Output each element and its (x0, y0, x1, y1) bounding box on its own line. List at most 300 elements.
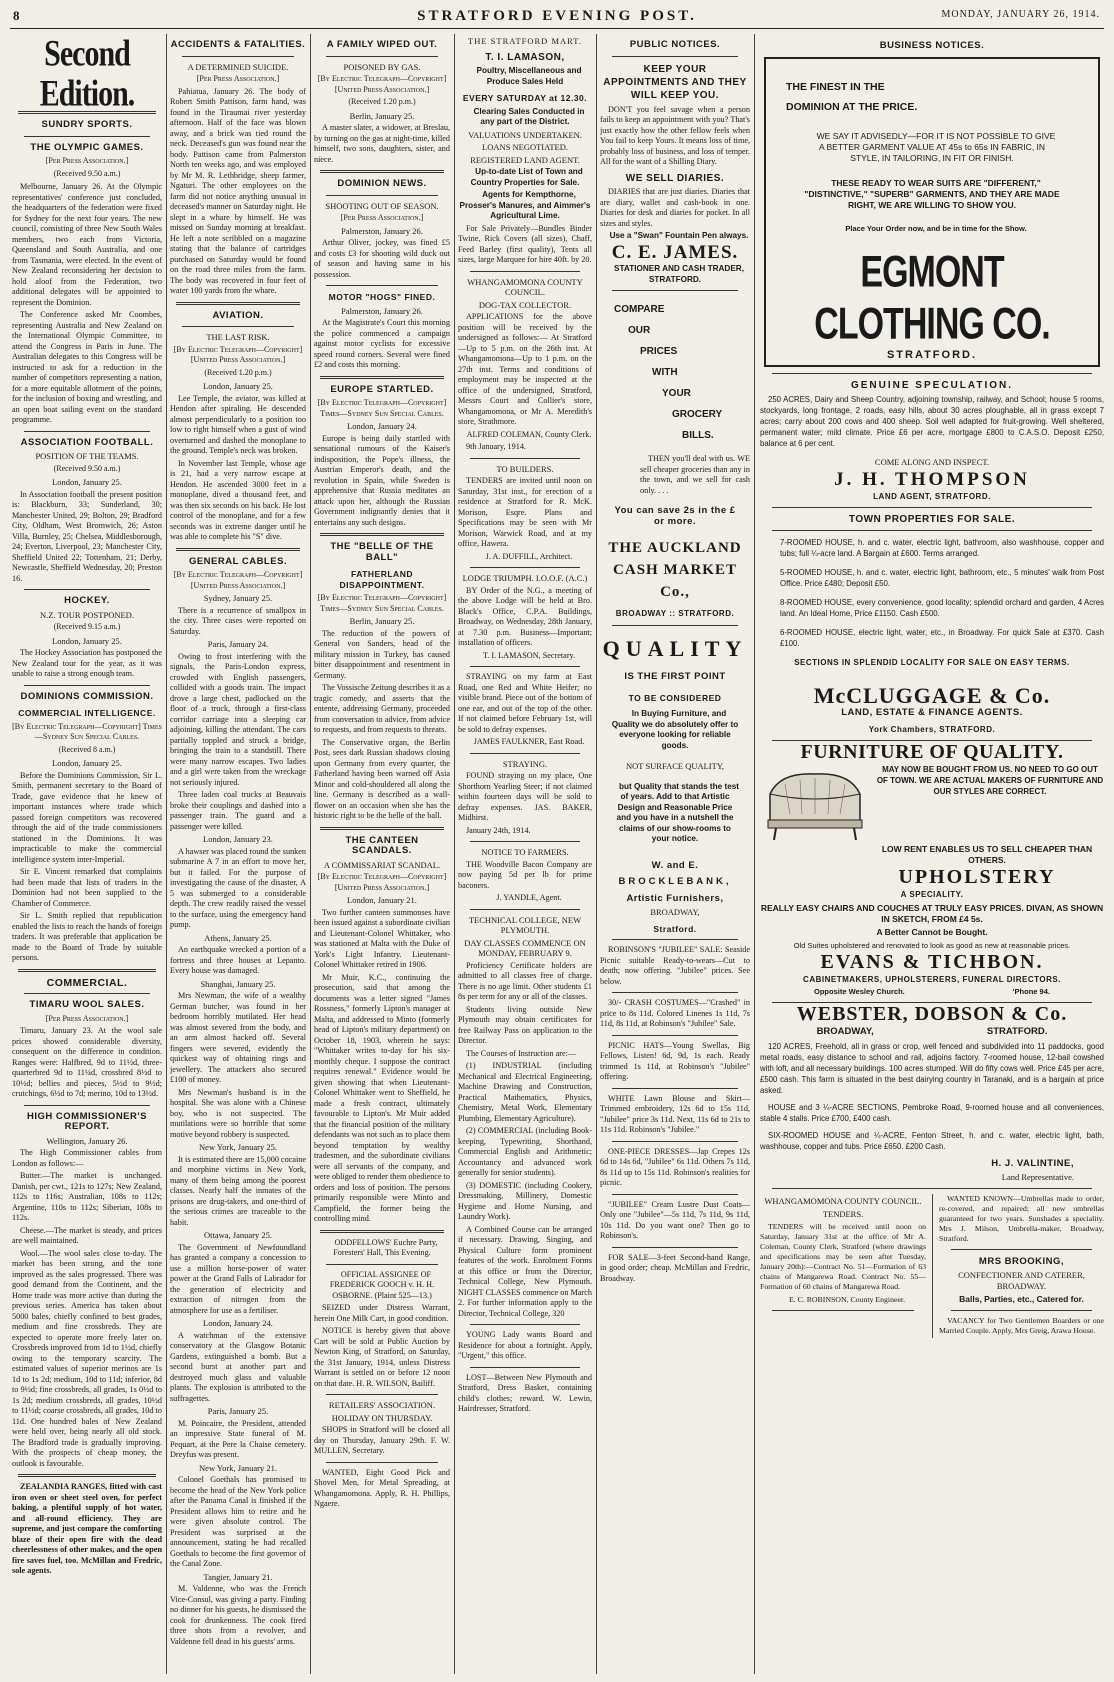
ad-text: STATIONER AND CASH TRADER, STRATFORD. (614, 264, 744, 284)
divider (320, 827, 444, 830)
listing: SIX-ROOMED HOUSE and ¼-ACRE, Fenton Street, h. and c. water, electric light, bath, washhouse, copper and tubs. Price £650. £200 Cash. (760, 1131, 1104, 1151)
ad-text: CONFECTIONER AND CATERER, BROADWAY. (958, 1270, 1085, 1291)
classified-ad: WHITE Lawn Blouse and Skirt—Trimmed embroidery, 12s 6d to 15s 11d, "Jubilee" price 3s 11d. Next, 11s 6d to 21s to 11s 11d. Robinson's "Jubilee." (600, 1093, 750, 1134)
listing: 6-ROOMED HOUSE, electric light, water, etc., in Broadway. For quick Sale at £370. Cash £100. (780, 628, 1104, 648)
section-heading: AVIATION. (212, 309, 264, 321)
ad-heading: WE SELL DIARIES. (625, 172, 725, 184)
ad-name: McCLUGGAGE & Co. (813, 683, 1051, 708)
section-heading: GENERAL CABLES. (188, 555, 288, 567)
section-heading: ACCIDENTS & FATALITIES. (170, 39, 306, 50)
column-3 (314, 34, 450, 1674)
ad-text: In Buying Furniture, and Quality we do absolutely offer to everyone looking for reliable goods. (611, 709, 739, 750)
article-heading: TIMARU WOOL SALES. (29, 999, 145, 1010)
divider (612, 290, 738, 291)
notice: SHOPS in Stratford will be closed all day on Thursday, January 29th. F. W. MULLEN, Secretary. (314, 1425, 450, 1455)
credit: [Per Press Association.] (45, 1013, 129, 1023)
ad-text: For Sale Privately—Bundles Binder Twine, Rick Covers (all sizes), Chaff, Feed Barley (first quality), Tents all sizes, large Marquee for hire 40ft. by 20. (458, 223, 592, 264)
divider (772, 507, 1092, 508)
divider (612, 1141, 738, 1142)
notice: Proficiency Certificate holders are admitted to all classes free of charge. There is no age limit. Other students £1 8s per term for any or all of the classes. (458, 960, 592, 1001)
credit: [Per Press Association.] (45, 156, 129, 165)
signature: JAMES FAULKNER, East Road. (473, 737, 585, 746)
column-rule (454, 34, 455, 1674)
divider (470, 909, 580, 910)
article-paragraph: In November last Temple, whose age is 21, had a very narrow escape at Hendon. He ascended 3000 feet in a monoplane, dived a thousand feet, and was then six seconds on his back. He lost control of the monoplane, and for a few seconds was in extreme danger until he was able to complete his "S" dive. (170, 458, 306, 541)
classified-ad: WANTED KNOWN—Umbrellas made to order, re-covered, and repaired; all new umbrellas guaranteed for two years. Sunshades a speciality. Mrs J. Milson, Umbrella-maker, Broadway, Stratford. (939, 1194, 1104, 1243)
article-heading: SHOOTING OUT OF SEASON. (325, 200, 439, 211)
classified-ad: YOUNG Lady wants Board and Residence for about a fortnight. Apply, "Urgent," this office. (458, 1330, 592, 1360)
ad-text: CABINETMAKERS, UPHOLSTERERS, FUNERAL DIRECTORS. (803, 975, 1061, 984)
notice: APPLICATIONS for the above position will be received by the undersigned as follows:— At Stratford—Up to 5 p.m. on the 26th inst. At Whangamomona—Up to 1 p.m. on the 27th inst. Terms and conditions of employment may be inspected at the office of the undersigned, Stratford, Messrs Court and Collier's store, Whangamomona, or Mr A. Meredith's store, Strathmore. (458, 312, 592, 426)
divider (326, 195, 438, 196)
article-paragraph: Mrs Newman's husband is in the hospital. She was alone with a Chinese boy, who is not suspected. The mutilations were so horrible that some motive beyond robbery is suspected. (170, 1087, 306, 1139)
dateline: New York, January 21. (199, 1462, 277, 1473)
divider (470, 841, 580, 842)
article-heading: A DETERMINED SUICIDE. (187, 61, 289, 72)
credit: [By Electric Telegraph—Copyright] Times—Sydney Sun Special Cables. (317, 593, 447, 613)
notice: (3) DOMESTIC (including Cookery, Dressmaking, Millinery, Domestic Hygiene and Home Nursing, and Laundry Work). (458, 1180, 592, 1221)
divider (24, 685, 150, 686)
article-paragraph: Mr Muir, K.C., continuing the prosecution, said that among the documents was a letter signed "James Rossness," formerly Lipton's manager at Malta, and addressed to Minto (formerly head of Lipton's military department) on October 18, 1903, wherein he says: "Whittaker writes to-day for his six-monthly cheque. I suppose the contract requires renewal." Evidence would be given showing that when Lieutenant-Colonel Whittaker went to Sheffield, he made a fresh contract, ultimately favourable to Lipton's. Mr Muir added that the financial position of the military defendants was not such as to place them beyond temptation by wealthy tradesmen, and the subordinate civilians were all servants of the company, and were obliged to render them obedience to orders and loss of position. The persons primarily responsible were Minto and Campfield, the former being the controlling mind. (314, 972, 450, 1223)
signature: E. C. ROBINSON, County Engineer. (788, 1295, 906, 1304)
divider (612, 1088, 738, 1089)
divider (951, 1249, 1092, 1250)
article-paragraph: Lee Temple, the aviator, was killed at Hendon after spiraling. He descended almost perpendicularly to a position too low to right himself when a gust of wind overturned and dashed the monoplane to the ground. Temple's neck was broken. (170, 393, 306, 455)
article-paragraph: Melbourne, January 26. At the Olympic representatives' conference just concluded, the headquarters of the federation were fixed for Sydney for the next four years. The new council, consisting of three New South Wales members, two each from Victoria, Queensland and South Australia, and one from Tasmania, were elected. In the event of New Zealand reconsidering her decision to hold aloof from the Federation, two additional delegates will be appointed to represent the Dominion. (12, 182, 162, 307)
divider (24, 589, 150, 590)
article-heading: ASSOCIATION FOOTBALL. (20, 436, 154, 448)
ad-text: SECTIONS IN SPLENDID LOCALITY FOR SALE ON EASY TERMS. (794, 658, 1070, 667)
ad-text: Up-to-date List of Town and Country Properties for Sale. (470, 167, 583, 187)
divider (182, 326, 294, 327)
article-paragraph: M. Valdenne, who was the French Vice-Consul, was giving a party. Finding no dinner for his guests, he dismissed the cook for drunkenness. The cook fired three shots from a revolver, and Valdenne fell dead in his guests' arms. (170, 1584, 306, 1646)
listing: HOUSE and 3 ¼-ACRE SECTIONS, Pembroke Road, 9-roomed house and all conveniences, stable 4 stalls. Price £700, £400 cash. (760, 1103, 1104, 1123)
notice: The Courses of Instruction are:— (466, 1048, 577, 1058)
classified-ad: VACANCY for Two Gentlemen Boarders or one Married Couple. Apply, Mrs Greig, Arawa House. (939, 1316, 1104, 1335)
ad-text: IS THE FIRST POINT (624, 671, 726, 682)
column-1 (12, 34, 162, 1674)
divider (772, 530, 1092, 531)
ad-name: FURNITURE OF QUALITY. (800, 741, 1064, 763)
listing: 7-ROOMED HOUSE, h. and c. water, electric light, bathroom, also washhouse, copper and tubs; full ¼-acre land. A Bargain at £600. Terms arranged. (780, 538, 1104, 558)
article-paragraph: A hawser was placed round the sunken submarine A 7 in an effort to move her, but it failed. For the purpose of investigating the cause of the disaster, A 5 was submerged to a considerable depth. The crew readily raised the vessel to the surface, using the emergency hand pump. (170, 846, 306, 929)
article-paragraph: Sir L. Smith replied that republication enabled the lists to reach the hands of foreign traders. It was preferable that application be made to the Board of Trade by suitable persons. (12, 911, 162, 962)
dateline: Palmerston, January 26. (341, 305, 423, 316)
ad-name: MRS BROOKING, (978, 1256, 1065, 1267)
masthead-rule (10, 28, 1104, 29)
article-heading: DOMINIONS COMMISSION. (20, 690, 154, 702)
article-heading: FATHERLAND DISAPPOINTMENT. (339, 569, 425, 590)
signature: T. I. LAMASON, Secretary. (482, 650, 576, 660)
article-paragraph: It is estimated there are 15,000 cocaine and morphine victims in New York, many of them being among the poorest classes. Nearly half the inmates of the prisons are drug-takers, and one-third of the serious crimes are traceable to the habit. (170, 1154, 306, 1227)
divider (320, 1230, 444, 1233)
divider (612, 1035, 738, 1036)
ad-heading: GENUINE SPECULATION. (850, 380, 1014, 391)
ad-text: LOANS NEGOTIATED. (482, 142, 568, 152)
divider (18, 969, 156, 972)
notice: THE Woodville Bacon Company are now paying 5d per lb for prime baconers. (458, 859, 592, 890)
evans-contact (760, 986, 1104, 997)
ad-text: Place Your Order now, and be in time for the Show. (845, 224, 1027, 233)
dateline: London, January 25. (203, 381, 273, 391)
ad-name: WEBSTER, DOBSON & Co. (796, 1003, 1068, 1025)
ad-name: QUALITY (602, 635, 748, 661)
ad-name: EVANS & TICHBON. (820, 951, 1044, 973)
dateline: London, January 24. (347, 421, 417, 431)
listing: 120 ACRES, Freehold, all in grass or crop, well fenced and subdivided into 11 paddocks, good metal roads, easy distance to school and rail, adjoins factory. 7-roomed house, 12-bail cowshed with loft, and all necessary buildings. 100 acres stumped. Will do fifty cows well. Price £45 per acre, £500 cash. This farm is situated in the best dairying country in Taranaki, and is a bargain at price asked. (760, 1042, 1104, 1095)
article-paragraph: Colonel Goethals has promised to become the head of the New York police after the Panama Canal is finished if the President allows him to retire and he were given absolute control. The President was surprised at the announcement, stating he had recalled Goethals to become the first governor of the Canal Zone. (170, 1475, 306, 1568)
article-paragraph: Cheese.—The market is steady, and prices are well maintained. (12, 1225, 162, 1245)
bottom-notices (760, 1194, 1104, 1338)
credit: [Per Press Association.] (196, 74, 280, 83)
article-heading: HIGH COMMISSIONER'S REPORT. (27, 1110, 147, 1132)
ad-text: LAND AGENT, STRATFORD. (873, 492, 991, 501)
ad-text: Use a "Swan" Fountain Pen always. (609, 231, 749, 240)
listing: 8-ROOMED HOUSE, every convenience, good locality; splendid orchard and garden, 4 Acres land. An Ideal Home, Price £1150. Cash £500. (780, 598, 1104, 618)
ad-text: COMPARE (614, 304, 665, 315)
divider (24, 993, 150, 994)
article-paragraph: Europe is being daily startled with sensational rumours of the Kaiser's indisposition, the Pope's illness, the Austrian Emperor's death, and the revolution in Spain, while Sweden is apprehensive that Russia meditates an attack upon her, although the Russian Government indignantly denies that it entertains any such designs. (314, 433, 450, 527)
dateline: Shanghai, January 25. (200, 978, 276, 989)
notice-heading: LODGE TRIUMPH. I.O.O.F. (A.C.) (462, 573, 588, 583)
ad-heading: THE FINEST IN THE DOMINION AT THE PRICE. (786, 81, 918, 113)
ad-text: PRICES (640, 346, 678, 357)
signature: J. YANDLE, Agent. (496, 893, 562, 902)
ad-text: MAY NOW BE BOUGHT FROM US. NO NEED TO GO OUT OF TOWN. WE ARE ACTUAL MAKERS OF FURNITURE AND OUR STYLES ARE CORRECT. (876, 765, 1104, 796)
divider (326, 1462, 438, 1463)
received-time: (Received 9.50 a.m.) (53, 463, 121, 473)
article-paragraph: Owing to frost interfering with the signals, the Paris-London express, crowded with English passengers, collided with a goods train. The impact drove a large chest, padlocked on the floor of a truck, through a first-class corridor carriage into a sleeping car adjoining, killing the attendant. The cars partially toppled and struck a bridge, bringing the train to a standstill. There were many narrow escapes. Two ladies and a girl were taken from the wreckage not seriously injured. (170, 651, 306, 787)
ad-text: Stratford. (653, 923, 697, 934)
notice-heading: RETAILERS' ASSOCIATION. (328, 1400, 436, 1410)
ad-heading: THE STRATFORD MART. (468, 36, 582, 46)
notice: (2) COMMERCIAL (including Book-keeping, Typewriting, Shorthand, Commercial English and Arithmetic; Accountancy and advanced work generally for senior students). (458, 1126, 592, 1177)
divider (326, 285, 438, 286)
section-heading: PUBLIC NOTICES. (629, 39, 721, 50)
webster-location (760, 1026, 1104, 1037)
notice-heading: WHANGAMOMONA COUNTY COUNCIL. (467, 276, 583, 297)
article-paragraph: Wool.—The wool sales close to-day. The market has been strong, and the tone improved as the sales progressed. There was good demand from the Continent, and the Home trade was more active than during the previous series. America has taken about 5000 bales, chiefly confined to best grades, medium and fine crossbreds. They are expected to operate more freely later on. Crossbreds improved from 1d to 1½d, chiefly owing to the temporary scarcity. The estimated values of superior merinos are 1s 1d to 1s 2d; medium, 10d to 11d; inferior, 8d to 9½d; fine crossbreds, all grades, 1s 0½d to 1s 2d; medium crossbreds, all grades, 10½d to 11½d; coarse crossbreds, all grades, 10d to 11d. One hundred bales of New Zealand were held over, being nearly all old stock. The Bradford trade is gradually improving. With the prospects of cheap money, the outlook is favourable. (12, 1248, 162, 1468)
column-rule (310, 34, 311, 1674)
article-paragraph: Sir E. Vincent remarked that complaints had been made that lists of traders in the Dominion had not been supplied to the Chamber of Commerce. (12, 867, 162, 908)
ad-text: BROADWAY :: STRATFORD. (615, 609, 735, 618)
article-paragraph: A master slater, a widower, at Breslau, by turning on the gas at night-time, killed himself, two sons, daughters, sister, and niece. (314, 123, 450, 164)
divider (320, 533, 444, 536)
dateline: London, January 24. (203, 1318, 273, 1328)
notice: ODDFELLOWS' Euchre Party, Foresters' Hall, This Evening. (333, 1237, 438, 1257)
article-paragraph: The Hockey Association has postponed the New Zealand tour for the year, as it was unable to raise a strong enough team. (12, 648, 162, 678)
divider (320, 376, 444, 379)
dateline: Palmerston, January 26. (341, 225, 423, 236)
column-rule (166, 34, 167, 1674)
received-time: (Received 1.20 p.m.) (348, 97, 416, 106)
notice: STRAYING on my farm at East Road, one Red and White Heifer; no visible brand. Piece out of the bottom of one ear, and out of the top of the other. If not claimed before February 1st, will be sold to defray expenses. (458, 672, 592, 734)
divider (326, 1394, 438, 1395)
divider (470, 1324, 580, 1325)
notice-column-right (939, 1194, 1104, 1338)
article-heading: A COMMISSARIAT SCANDAL. (323, 859, 441, 870)
ad-text: Agents for Kempthorne, Prosser's Manures, and Aimmer's Agricultural Lime. (459, 190, 591, 220)
ad-text: You can save 2s in the £ or more. (614, 505, 736, 527)
ad-name: BROCKLEBANK, (618, 876, 732, 887)
section-heading: EUROPE STARTLED. (330, 383, 434, 395)
classified-ad: "JUBILEE" Cream Lustre Dust Coats—Only one "Jubilee"—5s 11d, 7s 11d, 9s 11d, 10s 11d. Do you want one? Then go to Robinson's. (600, 1199, 750, 1240)
subheading: POSITION OF THE TEAMS. (35, 451, 139, 461)
column-6 (760, 34, 1104, 1674)
column-rule (754, 34, 755, 1674)
article-paragraph: Two further canteen summonses have been issued against a subordinate civilian and Lieutenant-Colonel Whittaker, who was stationed at Malta with the Duke of York's Light Infantry. Lieutenant-Colonel Whittaker retired in 1906. (314, 907, 450, 969)
ad-text: York Chambers, STRATFORD. (868, 725, 996, 734)
divider (182, 56, 294, 57)
divider (24, 1105, 150, 1106)
ad-text: REGISTERED LAND AGENT. (470, 154, 580, 165)
notice-heading: TO BUILDERS. (496, 463, 554, 474)
ad-text: Clearing Sales Conducted in any part of the District. (473, 106, 585, 126)
notice: SEIZED under Distress Warrant, herein One Milk Cart, in good condition. (314, 1303, 450, 1323)
divider (470, 567, 580, 568)
divider (470, 271, 580, 272)
article-paragraph: In Association football the present position is: Blackburn, 33; Sunderland, 30; Manchester United, 29; Bolton, 29; Bradford City, Oldham, West Bromwich, 26; Aston Villa, Burnley, 25; Chelsea, Middlesborough, 24; Everton, Liverpool, 23; Manchester City, Sheffield United 22; Tottenham, 21; Derby, Newcastle, Sheffield Wednesday, 20; Preston 16. (12, 489, 162, 583)
article-heading: MOTOR "HOGS" FINED. (328, 292, 436, 302)
dateline: London, January 25. (52, 758, 122, 768)
notice-heading: DAY CLASSES COMMENCE ON MONDAY, FEBRUARY 9. (464, 937, 586, 958)
issue-date: MONDAY, JANUARY 26, 1914. (941, 9, 1100, 20)
article-paragraph: Arthur Oliver, jockey, was fined £5 and costs £3 for shooting wild duck out of season and having same in his possession. (314, 238, 450, 279)
signature: ALFRED COLEMAN, County Clerk. (466, 429, 592, 439)
classified-ad: FOR SALE—3-feet Second-hand Range, in good order; cheap. McMillan and Fredric, Broadway. (600, 1252, 750, 1283)
divider (24, 136, 150, 137)
divider (176, 302, 300, 305)
notice-column-left (760, 1194, 926, 1338)
article-heading: THE LAST RISK. (206, 332, 270, 342)
ad-name: C. E. JAMES. (611, 241, 739, 263)
ad-name: EGMONT CLOTHING CO. (814, 247, 1050, 349)
ad-text: Land Representative. (1001, 1172, 1074, 1182)
ad-text: REALLY EASY CHAIRS AND COUCHES AT TRULY EASY PRICES. DIVAN, AS SHOWN IN SKETCH, FROM £4 5s. (760, 903, 1104, 924)
section-heading: THE CANTEEN SCANDALS. (345, 834, 419, 856)
notice-heading: TECHNICAL COLLEGE, NEW PLYMOUTH. (468, 914, 582, 935)
listing: 5-ROOMED HOUSE, h. and c. water, electric light, bathroom, etc., 5 minutes' walk from Post Office. Price £480; Deposit £50. (780, 568, 1104, 588)
edition-heading: Second Edition. (39, 34, 135, 114)
article-paragraph: The Conservative organ, the Berlin Post, sees dark Russian shadows closing upon Germany from every quarter, the Fatherland having been warned off Asia Minor and cold-shouldered all along the line. Germany is described as a wall-flower on an occasion when she has the historic right to be the belle of the ball. (314, 737, 450, 820)
ad-text: OUR (628, 325, 651, 336)
ad-text: BROADWAY, (650, 907, 700, 917)
column-5 (600, 34, 750, 1674)
advertisement: ZEALANDIA RANGES, fitted with cast iron oven or sheet steel oven, for perfect baking, a plentiful supply of hot water, and all-round efficiency. They are supreme, and just compare the comforting blaze of their open fire with the dead cheerlessness of other makes, and the open fire saves fuel, too. McMillan and Fredric, sole agents. (12, 1482, 162, 1575)
ad-text: EVERY SATURDAY at 12.30. (462, 93, 588, 103)
article-paragraph: Mrs Newman, the wife of a wealthy German butcher, was found in her bedroom horribly mutilated. Her head was almost severed from the body, and an arm almost hacked off. Several fingers were severed, evidently the quickest way of obtaining rings and jewellery. The attackers also secured £100 of money. (170, 991, 306, 1084)
ad-name: THE AUCKLAND CASH MARKET Co., (608, 540, 742, 600)
notice: A Combined Course can be arranged if necessary. Drawing, Singing, and Physical Culture form prominent features of the work. Enrolment Forms at this office or from the Director, Technical College, New Plymouth. NIGHT CLASSES commence on March 2. For further information apply to the Director, Technical College, 320 (458, 1224, 592, 1318)
section-heading: COMMERCIAL. (46, 976, 128, 989)
ad-text: THEN you'll deal with us. WE sell cheaper groceries than any in the town, and we sell for cash only. . . . (640, 454, 750, 495)
article-paragraph: The High Commissioner cables from London as follows:— (12, 1148, 162, 1168)
divider (470, 753, 580, 754)
classified-ad: 30/- CRASH COSTUMES—"Crashed" in price to 8s 11d. Colored Linenes 1s 11d, 7s 11d, 8s 11d, at Robinson's "Jubilee" Sale. (600, 998, 750, 1028)
notice: TENDERS are invited until noon on Saturday, 31st inst., for erection of a residence at Stratford for R. McK. Morison, Esqre. Plans and Specifications may be seen with Mr Morison, Warwick Road, and at my office, Hawera. (458, 476, 592, 548)
egmont-clothing-ad (764, 57, 1100, 367)
ad-text: Poultry, Miscellaneous and Produce Sales Held (476, 66, 582, 86)
received-time: (Received 9.15 a.m.) (53, 622, 121, 631)
ad-name: J. H. THOMPSON (834, 469, 1030, 490)
section-heading: SUNDRY SPORTS. (41, 119, 133, 130)
ad-text: THESE READY TO WEAR SUITS ARE "DIFFERENT," "DISTINCTIVE," "SUPERB" GARMENTS, AND THEY ARE MADE RIGHT, WE ARE WILLING TO SHOW YOU. (804, 178, 1060, 210)
dateline: Paris, January 24. (207, 639, 269, 649)
received-time: (Received 8 a.m.) (58, 744, 116, 754)
ad-text: A SPECIALITY. (900, 890, 964, 899)
ad-text: YOUR (662, 388, 691, 399)
notice-date: January 24th, 1914. (466, 825, 531, 835)
divider (320, 170, 444, 173)
ad-text: Balls, Parties, etc., Catered for. (959, 1294, 1084, 1304)
divider (326, 56, 438, 57)
credit: [By Electric Telegraph—Copyright] [United Press Association.] (317, 872, 447, 892)
newspaper-title: STRATFORD EVENING POST. (417, 8, 697, 24)
notice: TENDERS will be received until noon on Saturday, January 31st at the office of Mr A. Coleman, County Clerk, Stratford (where drawings and specifications may be seen after Tuesday, January 20th):—Contract No. 51—Formation of 63 chains of Mangarewa Road. Contract No. 55—Formation of 60 chains of Mangarewa Road. (760, 1222, 926, 1291)
subheading: N.Z. TOUR POSTPONED. (40, 609, 134, 620)
ad-text: BROADWAY, (816, 1026, 874, 1037)
ad-heading: TOWN PROPERTIES FOR SALE. (848, 514, 1016, 525)
dateline: Sydney, January 25. (203, 593, 273, 603)
notice: BY Order of the N.G., a meeting of the above Lodge will be held at Bro. Black's Office, C.P.A. Buildings, Broadway, on Wednesday, 28th January, at 7.30 p.m. Business—Important; installation of officers. (458, 585, 592, 647)
article-heading: THE OLYMPIC GAMES. (30, 141, 144, 153)
dateline: Berlin, January 25. (349, 110, 415, 121)
classified-ad: ONE-PIECE DRESSES—Jap Crepes 12s 6d to 14s 6d, "Jubilee" 6s 11d. Others 7s 11d, 8s 11d up to 15s 11d. Robinson's realities for picnic. (600, 1146, 750, 1187)
received-time: (Received 9.50 a.m.) (53, 168, 121, 178)
article-paragraph: The Government of Newfoundland has granted a company a concession to use a million horse-power of water power at the Grand Falls of Labrador for the generation of electricity and extraction of nitrogen from the atmosphere for use as a fertiliser. (170, 1242, 306, 1315)
ad-text: Opposite Wesley Church. (814, 987, 905, 996)
masthead (0, 0, 1114, 30)
ad-text: GROCERY (672, 409, 723, 420)
article-paragraph: Timaru, January 23. At the wool sale prices showed considerable diversity, consequent on the difference in condition. Ranges were: Halfbred, 9d to 11½d, three-quarterbred 9d to 11¼d, crossbred 8½d to 10½d; bellies and pieces, 5½d to 9½d; crutchings, 6½d to 7d; merino, 10d to 13½d. (12, 1026, 162, 1098)
notice-heading: STRAYING. (502, 758, 548, 769)
ad-text: Old Suites upholstered and renovated to look as good as new at reasonable prices. (793, 941, 1071, 950)
article-paragraph: An earthquake wrecked a portion of a fortress and three houses at Lepanto. Every house was damaged. (170, 945, 306, 975)
article-paragraph: M. Poincaire, the President, attended an impressive State funeral of M. Pequart, at the Pere la Chaise cemetery. Dreyfus was present. (170, 1418, 306, 1459)
divider (951, 1310, 1092, 1311)
divider (326, 1264, 438, 1265)
ad-heading: KEEP YOUR APPOINTMENTS AND THEY WILL KEEP YOU. (603, 63, 747, 101)
ad-text: Artistic Furnishers, (626, 892, 724, 904)
received-time: (Received 1.20 p.m.) (204, 367, 272, 377)
credit: [By Electric Telegraph—Copyright] Times—Sydney Sun Special Cables. (317, 398, 447, 418)
divider (176, 548, 300, 551)
divider (470, 666, 580, 667)
divider (470, 1367, 580, 1368)
credit: [Per Press Association.] (340, 213, 424, 222)
notice-heading: TENDERS. (822, 1209, 864, 1219)
article-paragraph: The reduction of the powers of General von Sanders, head of the military mission in Turkey, has caused bitter disappointment and resentment in Germany. (314, 628, 450, 680)
divider (24, 431, 150, 432)
notice: (1) INDUSTRIAL (including Mechanical and Electrical Engineering, Machine Drawing and Construction, Practical Mathematics, Physics, Chemistry, Metal Work, Elementary Plumbing, Elementary Agriculture). (458, 1061, 592, 1123)
divider (772, 373, 1092, 374)
dateline: Berlin, January 25. (349, 616, 415, 626)
ad-name: T. I. LAMASON, (485, 51, 565, 63)
article-heading: POISONED BY GAS. (343, 61, 421, 72)
dateline: London, January 23. (203, 834, 273, 844)
ad-text: 'Phone 94. (1012, 987, 1050, 996)
notice-heading: HOLIDAY ON THURSDAY. (331, 1412, 433, 1423)
dateline: London, January 25. (52, 477, 122, 487)
ad-text: A Better Cannot be Bought. (876, 927, 988, 937)
divider (612, 625, 738, 626)
credit: [By Electric Telegraph—Copyright] [United Press Association.] (317, 74, 447, 94)
dateline: Tangier, January 21. (203, 1571, 273, 1582)
column-4 (458, 34, 592, 1674)
ad-text: DIARIES that are just diaries. Diaries that are diary, wallet and cash-book in one. Diaries for desk and diaries for pocket. In all sizes and styles. (600, 187, 750, 228)
column-2 (170, 34, 306, 1674)
credit: [By Electric Telegraph—Copyright] [United Press Association.] (173, 570, 303, 590)
ad-text: LAND, ESTATE & FINANCE AGENTS. (841, 707, 1023, 718)
column-rule (596, 34, 597, 1674)
page-number: 8 (13, 8, 20, 23)
grocery-ad (600, 299, 750, 446)
divider (612, 1194, 738, 1195)
classified-ad: LOST—Between New Plymouth and Stratford, Dress Basket, containing child's clothes; reward. W. Lewin, Hairdresser, Stratford. (458, 1372, 592, 1413)
notice-heading: DOG-TAX COLLECTOR. (478, 299, 572, 310)
dateline: Paris, January 25. (207, 1406, 269, 1416)
ad-text: VALUATIONS UNDERTAKEN. (468, 129, 582, 140)
classified-ad: PICNIC HATS—Young Swellas, Big Fellows, Listen! 6d, 9d, 1s each. Ready trimmed 1s 11d, at Robinson's "Jubilee" offering. (600, 1040, 750, 1081)
article-paragraph: At the Magistrate's Court this morning the police commenced a campaign against motor cyclists for excessive speed round corners. Several were fined £2 and costs this morning. (314, 318, 450, 369)
divider (18, 1474, 156, 1477)
divider (470, 458, 580, 459)
article-paragraph: The Conference asked Mr Coombes, representing Australia and New Zealand on the International Olympic Committee, to attend the Congress in Paris in June. The Australian delegates to this Congress will be instructed to ask for a reduction in the number of competitors representing a nation, for a more equitable allotment of the points, for the inclusion of boxing and wrestling, and an open boat sailing event on the standard programme. (12, 310, 162, 424)
dateline: Wellington, January 26. (46, 1135, 128, 1146)
article-paragraph: The Vossische Zeitung describes it as a tragic comedy, and asserts that the entente, addressing Germany, proceeded from conversation to advice, from advice to requests, and from requests to threats. (314, 683, 450, 734)
divider (612, 56, 738, 57)
article-heading: HOCKEY. (64, 595, 110, 606)
divan-chair-icon (760, 764, 870, 844)
column-rule (932, 1194, 933, 1338)
article-paragraph: Pahiatua, January 26. The body of Robert Smith Pattison, farm hand, was found in the Tiraumai river yesterday afternoon. Half of the face was blown away, and a brick was tied round the neck. Deceased's gun was found near the body. Pattison came from Palmerston North ten weeks ago, and was employed by Mr M. R. Lethbridge, sheep farmer, Ngaturi. The other employees on the farm did not notice anything unusual in deceased's manner on Saturday night. He slept in a whare by himself. He was missed on Sunday morning at breakfast. He left a note scribbled on a magazine stating that the balance of cartridges purchased on Saturday would be found on the road three miles from the farm. The body was recovered in four feet of water 100 yards from the whare. (170, 86, 306, 295)
credit: [By Electric Telegraph—Copyright] [United Press Association.] (173, 344, 303, 364)
article-paragraph: Butter.—The market is unchanged. Danish, per cwt., 121s to 127s; New Zealand, 112s to 116s; Australian, 108s to 112s; Argentine, 110s to 112s; Siberian, 108s to 112s. (12, 1171, 162, 1222)
section-heading: A FAMILY WIPED OUT. (326, 39, 438, 50)
notice: OFFICIAL ASSIGNEE OF FREDERICK GOOCH v. H. H. OSBORNE. (Plaint 525—13.) (329, 1269, 435, 1300)
article-paragraph: Three laden coal trucks at Beauvais broke their couplings and dashed into a passenger train. The guard and a passenger were killed. (170, 790, 306, 831)
ad-text: COME ALONG AND INSPECT. (874, 457, 990, 467)
signature: J. A. DUFFILL, Architect. (485, 551, 573, 561)
ad-text: TO BE CONSIDERED (628, 692, 722, 703)
ad-text: LOW RENT ENABLES US TO SELL CHEAPER THAN OTHERS. (881, 844, 1093, 865)
ad-name: H. J. VALINTINE, (991, 1158, 1074, 1169)
notice-heading: NOTICE TO FARMERS. (481, 847, 569, 857)
ad-name: W. and E. (651, 859, 699, 871)
divider (612, 939, 738, 940)
article-paragraph: Before the Dominions Commission, Sir L. Smith, permanent secretary to the Board of Trade, gave evidence that he knew of important instances where trade which passed foreign competitors was recovered through the aid of the trade commissioners stationed in the Dominions. It was impracticable to make the commercial intelligence system inter-Imperial. (12, 770, 162, 864)
divider (612, 1247, 738, 1248)
divider (612, 992, 738, 993)
credit: [By Electric Telegraph—Copyright] Times—Sydney Sun Special Cables. (12, 721, 162, 741)
section-heading: BUSINESS NOTICES. (879, 40, 985, 51)
section-heading: THE "BELLE OF THE BALL" (330, 541, 434, 563)
furniture-block (760, 764, 1104, 844)
ad-text: but Quality that stands the test of years. Add to that Artistic Design and Reasonable Price and you have in a nutshell the claims of our show-rooms to your notice. (616, 781, 740, 843)
classified-ad: WANTED, Eight Good Pick and Shovel Men, for Metal Spreading, at Whangamomona. Apply, R. H. Phillips, Ngaere. (314, 1467, 450, 1508)
notice-heading: WHANGAMOMONA COUNTY COUNCIL. (764, 1196, 922, 1206)
article-paragraph: There is a recurrence of smallpox in the city. Three cases were reported on Saturday. (170, 605, 306, 636)
article-paragraph: A watchman of the extensive conservatory at the Glasgow Botanic Gardens, extinguished a bomb. But a second burst at another part and destroyed much glass and valuable plants. The explosion is attributed to the suffragettes. (170, 1330, 306, 1403)
notice-date: 9th January, 1914. (466, 442, 526, 451)
ad-text: WE SAY IT ADVISEDLY—FOR IT IS NOT POSSIBLE TO GIVE A BETTER GARMENT VALUE AT 45s to 65s IN FABRIC, IN STYLE, IN TAILORING, IN FIT OR FINISH. (816, 131, 1056, 163)
notice: NOTICE is hereby given that above Cart will be sold at Public Auction by Newton King, of Stratford, on Saturday, the 31st January, 1914, unless Distress Warrant is settled on or before 12 noon on that date. H. R. WILSON, Bailiff. (314, 1326, 450, 1388)
ad-text: BILLS. (682, 430, 714, 441)
ad-name: UPHOLSTERY (898, 866, 1056, 888)
section-heading: DOMINION NEWS. (337, 178, 427, 189)
ad-text: NOT SURFACE QUALITY, (626, 761, 724, 771)
notice: FOUND straying on my place, One Shorthorn Yearling Steer; if not claimed within fourteen days will be sold to defray expenses. JAS. BAKER, Midhirst. (458, 771, 592, 822)
